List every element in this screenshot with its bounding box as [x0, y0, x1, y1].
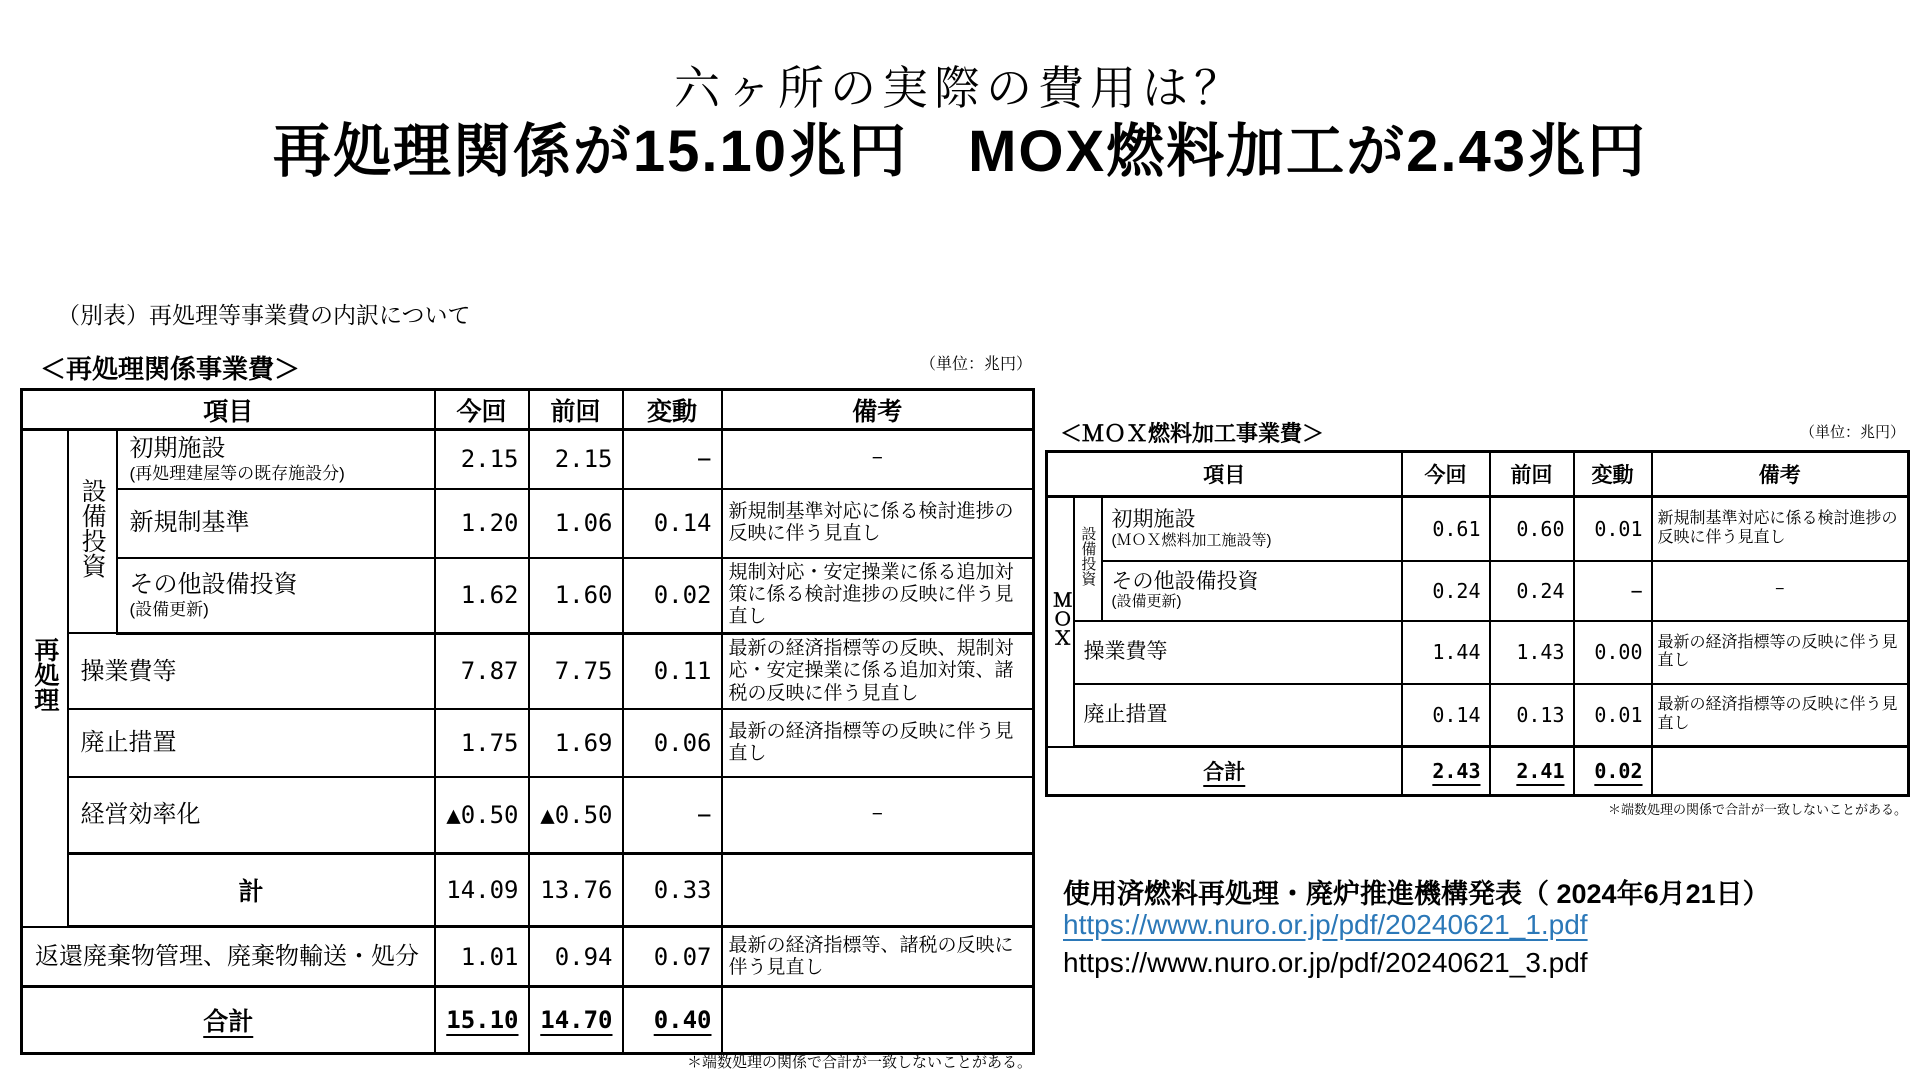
value-prev: ▲0.50 [529, 777, 623, 854]
item-cell: 廃止措置 [1074, 684, 1402, 747]
value-prev: 1.43 [1490, 621, 1574, 684]
value-prev: 1.06 [529, 489, 623, 558]
item-cell: 新規制基準 [117, 489, 435, 558]
value-change: 0.00 [1574, 621, 1652, 684]
value-change: − [623, 777, 722, 854]
note-cell: 最新の経済指標等の反映に伴う見直し [1652, 621, 1909, 684]
value-now: 14.09 [435, 854, 529, 927]
value-prev: 1.69 [529, 709, 623, 777]
table-row [22, 633, 1034, 709]
value-now: 2.43 [1402, 747, 1490, 796]
table-row [22, 558, 1034, 634]
header-now: 今回 [435, 390, 529, 430]
value-change: 0.06 [623, 709, 722, 777]
table-row [22, 777, 1034, 854]
note-cell: 新規制基準対応に係る検討進捗の反映に伴う見直し [722, 489, 1034, 558]
table-row [1047, 621, 1909, 684]
value-now: 1.44 [1402, 621, 1490, 684]
item-cell: 初期施設 (ＭＯＸ燃料加工施設等) [1102, 497, 1402, 561]
header-item: 項目 [22, 390, 435, 430]
value-change: 0.14 [623, 489, 722, 558]
subgroup-label: 設備投資 [1079, 525, 1097, 586]
value-now: 0.14 [1402, 684, 1490, 747]
item-cell: 返還廃棄物管理、廃棄物輸送・処分 [22, 927, 435, 987]
value-change: 0.02 [1574, 747, 1652, 796]
source-link-secondary: https://www.nuro.or.jp/pdf/20240621_3.pdf [1063, 947, 1588, 978]
group-label: 再処理 [30, 637, 59, 713]
table-row [22, 489, 1034, 558]
note-cell: 新規制基準対応に係る検討進捗の反映に伴う見直し [1652, 497, 1909, 561]
value-prev: 13.76 [529, 854, 623, 927]
value-prev: 0.94 [529, 927, 623, 987]
subtotal-row [22, 854, 1034, 927]
source-attribution: 使用済燃料再処理・廃炉推進機構発表（ 2024年6月21日） [1063, 879, 1770, 909]
total-label: 合計 [22, 987, 435, 1054]
value-change: 0.07 [623, 927, 722, 987]
header-note: 備考 [722, 390, 1034, 430]
note-cell: 最新の経済指標等の反映に伴う見直し [1652, 684, 1909, 747]
value-now: 1.75 [435, 709, 529, 777]
subtotal-label: 計 [68, 854, 435, 927]
value-change: 0.01 [1574, 497, 1652, 561]
mox-cost-table [1045, 450, 1910, 797]
value-change: 0.01 [1574, 684, 1652, 747]
item-cell: 操業費等 [68, 633, 435, 709]
value-now: 0.24 [1402, 561, 1490, 621]
value-change: 0.40 [623, 987, 722, 1054]
table-row [22, 430, 1034, 489]
table-row [1047, 561, 1909, 621]
mox-unit-label: （単位：兆円） [1799, 424, 1905, 441]
source-link-primary[interactable]: https://www.nuro.or.jp/pdf/20240621_1.pdf [1063, 909, 1588, 940]
group-label: ＭＯＸ [1050, 590, 1072, 648]
subgroup-label-cell [68, 430, 117, 634]
header-prev: 前回 [529, 390, 623, 430]
value-prev: 0.13 [1490, 684, 1574, 747]
reprocessing-table-footnote: ＊端数処理の関係で合計が一致しないことがある。 [686, 1054, 1032, 1071]
reprocessing-table-caption: ＜再処理関係事業費＞ [40, 354, 301, 384]
value-prev: 2.15 [529, 430, 623, 489]
value-now: 15.10 [435, 987, 529, 1054]
subtitle: （別表）再処理等事業費の内訳について [57, 302, 471, 328]
value-change: − [1574, 561, 1652, 621]
table-row [22, 927, 1034, 987]
reprocessing-unit-label: （単位：兆円） [919, 356, 1032, 373]
note-cell: 最新の経済指標等の反映に伴う見直し [722, 709, 1034, 777]
table-header-row [22, 390, 1034, 430]
table-row [1047, 497, 1909, 561]
header-prev: 前回 [1490, 452, 1574, 497]
note-cell: 最新の経済指標等、諸税の反映に伴う見直し [722, 927, 1034, 987]
mox-table-footnote: ＊端数処理の関係で合計が一致しないことがある。 [1607, 802, 1907, 817]
value-prev: 7.75 [529, 633, 623, 709]
value-prev: 2.41 [1490, 747, 1574, 796]
table-header-row [1047, 452, 1909, 497]
note-cell: 最新の経済指標等の反映、規制対応・安定操業に係る追加対策、諸税の反映に伴う見直し [722, 633, 1034, 709]
header-change: 変動 [1574, 452, 1652, 497]
value-change: 0.02 [623, 558, 722, 634]
group-label-cell [1047, 497, 1074, 747]
note-cell: − [722, 777, 1034, 854]
value-now: ▲0.50 [435, 777, 529, 854]
value-now: 7.87 [435, 633, 529, 709]
header-note: 備考 [1652, 452, 1909, 497]
item-cell: 廃止措置 [68, 709, 435, 777]
value-change: 0.33 [623, 854, 722, 927]
group-label-cell [22, 430, 68, 927]
subgroup-label-cell [1074, 497, 1102, 621]
header-change: 変動 [623, 390, 722, 430]
value-prev: 0.60 [1490, 497, 1574, 561]
value-change: 0.11 [623, 633, 722, 709]
total-row [22, 987, 1034, 1054]
value-now: 2.15 [435, 430, 529, 489]
table-row [22, 709, 1034, 777]
item-cell: 初期施設 (再処理建屋等の既存施設分) [117, 430, 435, 489]
note-cell: 規制対応・安定操業に係る追加対策に係る検討進捗の反映に伴う見直し [722, 558, 1034, 634]
value-now: 1.01 [435, 927, 529, 987]
total-row [1047, 747, 1909, 796]
note-cell: − [1652, 561, 1909, 621]
table-row [1047, 684, 1909, 747]
value-prev: 1.60 [529, 558, 623, 634]
reprocessing-cost-table [20, 388, 1035, 1055]
value-prev: 14.70 [529, 987, 623, 1054]
item-cell: 操業費等 [1074, 621, 1402, 684]
note-cell: − [722, 430, 1034, 489]
value-change: − [623, 430, 722, 489]
page-title-line2: 再処理関係が15.10兆円 MOX燃料加工が2.43兆円 [272, 119, 1648, 184]
item-cell: その他設備投資 (設備更新) [1102, 561, 1402, 621]
note-cell [722, 987, 1034, 1054]
total-label: 合計 [1047, 747, 1402, 796]
value-now: 0.61 [1402, 497, 1490, 561]
header-now: 今回 [1402, 452, 1490, 497]
page-title-line1: 六ヶ所の実際の費用は？ [674, 62, 1246, 114]
item-cell: その他設備投資 (設備更新) [117, 558, 435, 634]
value-now: 1.20 [435, 489, 529, 558]
item-cell: 経営効率化 [68, 777, 435, 854]
subgroup-label: 設備投資 [78, 478, 107, 579]
value-now: 1.62 [435, 558, 529, 634]
note-cell [1652, 747, 1909, 796]
header-item: 項目 [1047, 452, 1402, 497]
note-cell [722, 854, 1034, 927]
mox-table-caption: ＜ＭＯＸ燃料加工事業費＞ [1060, 421, 1325, 446]
value-prev: 0.24 [1490, 561, 1574, 621]
